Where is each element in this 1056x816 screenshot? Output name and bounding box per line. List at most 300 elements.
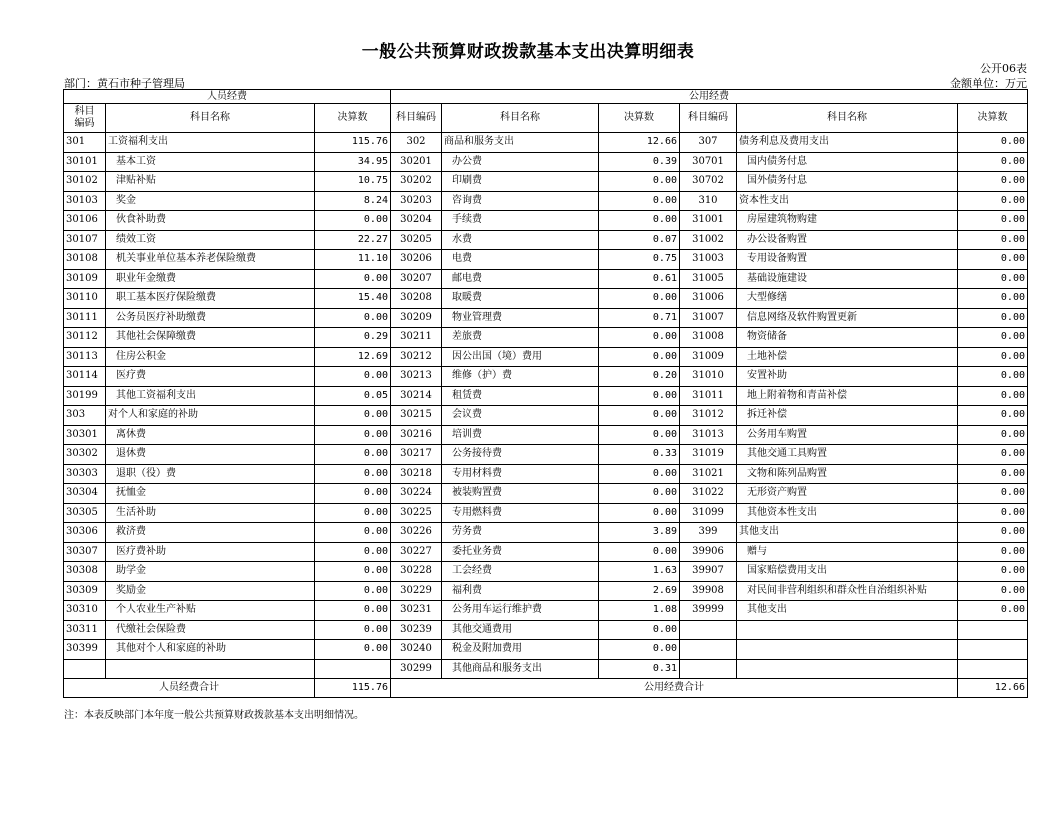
- subject-code: 30202: [391, 172, 442, 192]
- subject-code: 30110: [64, 289, 106, 309]
- subject-name: 办公费: [442, 152, 599, 172]
- personnel-total-label: 人员经费合计: [64, 679, 315, 698]
- subject-code: 31007: [680, 308, 737, 328]
- subject-name: 拆迁补偿: [737, 406, 958, 426]
- amount-value: [958, 620, 1028, 640]
- amount-value: 0.00: [315, 581, 391, 601]
- subject-code: 30301: [64, 425, 106, 445]
- group-header-row: [64, 90, 1028, 104]
- subject-code: 30225: [391, 503, 442, 523]
- subject-code: [680, 659, 737, 679]
- subject-code: 30103: [64, 191, 106, 211]
- subject-code: 30239: [391, 620, 442, 640]
- amount-value: 0.00: [315, 542, 391, 562]
- subject-name: 公务用车运行维护费: [442, 601, 599, 621]
- amount-value: 0.00: [599, 172, 680, 192]
- subject-name: 专用设备购置: [737, 250, 958, 270]
- subject-name: 其他支出: [737, 523, 958, 543]
- amount-value: 0.00: [958, 308, 1028, 328]
- report-title: 一般公共预算财政拨款基本支出决算明细表: [361, 42, 695, 62]
- amount-value: 0.29: [315, 328, 391, 348]
- subject-name: 离休费: [106, 425, 315, 445]
- amount-value: 0.00: [599, 406, 680, 426]
- subject-code: 30211: [391, 328, 442, 348]
- subject-name: 其他资本性支出: [737, 503, 958, 523]
- table-row: [64, 562, 1028, 582]
- subject-name: 国内债务付息: [737, 152, 958, 172]
- subject-code: 30209: [391, 308, 442, 328]
- subject-code: 30212: [391, 347, 442, 367]
- amount-value: 0.00: [958, 211, 1028, 231]
- amount-value: 0.00: [958, 386, 1028, 406]
- table-row: [64, 503, 1028, 523]
- subject-name: 医疗费补助: [106, 542, 315, 562]
- amount-value: 12.66: [599, 133, 680, 153]
- subject-name: 维修（护）费: [442, 367, 599, 387]
- subject-code: 39906: [680, 542, 737, 562]
- subject-code: 31019: [680, 445, 737, 465]
- table-row: [64, 640, 1028, 660]
- amount-value: 0.00: [315, 406, 391, 426]
- table-row: [64, 328, 1028, 348]
- subject-code: 31005: [680, 269, 737, 289]
- table-row: [64, 250, 1028, 270]
- amount-value: 0.00: [315, 464, 391, 484]
- subject-name: 邮电费: [442, 269, 599, 289]
- amount-value: [958, 640, 1028, 660]
- subject-code: 301: [64, 133, 106, 153]
- subject-code: 30303: [64, 464, 106, 484]
- subject-name: 公务接待费: [442, 445, 599, 465]
- amount-value: 0.00: [958, 503, 1028, 523]
- subject-code: 30215: [391, 406, 442, 426]
- amount-value: 0.00: [958, 581, 1028, 601]
- col-header-name: 科目名称: [106, 104, 315, 133]
- subject-name: 资本性支出: [737, 191, 958, 211]
- subject-name: 专用燃料费: [442, 503, 599, 523]
- amount-value: 0.00: [958, 484, 1028, 504]
- subject-name: 其他交通工具购置: [737, 445, 958, 465]
- subject-name: [737, 659, 958, 679]
- subject-name: 物业管理费: [442, 308, 599, 328]
- table-row: [64, 152, 1028, 172]
- subject-name: 办公设备购置: [737, 230, 958, 250]
- subject-code: 30304: [64, 484, 106, 504]
- col-header-amount: 决算数: [958, 104, 1028, 133]
- amount-value: 0.00: [958, 562, 1028, 582]
- amount-value: 0.00: [958, 172, 1028, 192]
- amount-value: 0.00: [599, 289, 680, 309]
- subject-code: 31010: [680, 367, 737, 387]
- amount-value: 0.00: [315, 640, 391, 660]
- amount-value: 11.10: [315, 250, 391, 270]
- subject-name: 救济费: [106, 523, 315, 543]
- subject-code: 31003: [680, 250, 737, 270]
- table-row: [64, 133, 1028, 153]
- subject-code: 30113: [64, 347, 106, 367]
- subject-code: 30306: [64, 523, 106, 543]
- subject-name: 被装购置费: [442, 484, 599, 504]
- subject-name: 对民间非营利组织和群众性自治组织补贴: [737, 581, 958, 601]
- subject-code: 31021: [680, 464, 737, 484]
- subject-name: [106, 659, 315, 679]
- subject-name: 专用材料费: [442, 464, 599, 484]
- table-row: [64, 289, 1028, 309]
- amount-value: 0.00: [315, 445, 391, 465]
- subject-name: 基础设施建设: [737, 269, 958, 289]
- subject-name: 赠与: [737, 542, 958, 562]
- subject-code: 30213: [391, 367, 442, 387]
- totals-row: [64, 679, 1028, 698]
- col-header-code: 科目编码: [64, 104, 106, 133]
- subject-code: 30307: [64, 542, 106, 562]
- subject-name: 职业年金缴费: [106, 269, 315, 289]
- amount-value: 0.00: [958, 347, 1028, 367]
- amount-value: 0.00: [958, 289, 1028, 309]
- amount-value: 0.39: [599, 152, 680, 172]
- amount-value: 0.00: [599, 191, 680, 211]
- subject-name: 其他交通费用: [442, 620, 599, 640]
- col-header-amount: 决算数: [599, 104, 680, 133]
- subject-name: 住房公积金: [106, 347, 315, 367]
- subject-code: 30309: [64, 581, 106, 601]
- amount-value: 0.00: [315, 484, 391, 504]
- amount-value: 0.00: [958, 133, 1028, 153]
- subject-code: 39908: [680, 581, 737, 601]
- subject-name: 差旅费: [442, 328, 599, 348]
- subject-name: 工会经费: [442, 562, 599, 582]
- subject-name: 委托业务费: [442, 542, 599, 562]
- amount-value: 0.00: [958, 230, 1028, 250]
- table-row: [64, 620, 1028, 640]
- subject-name: 房屋建筑物购建: [737, 211, 958, 231]
- subject-name: 文物和陈列品购置: [737, 464, 958, 484]
- subject-code: 31022: [680, 484, 737, 504]
- subject-code: 31013: [680, 425, 737, 445]
- table-row: [64, 347, 1028, 367]
- subject-code: 30207: [391, 269, 442, 289]
- subject-code: 30109: [64, 269, 106, 289]
- public-total-label: 公用经费合计: [391, 679, 958, 698]
- subject-code: 30112: [64, 328, 106, 348]
- amount-value: 0.61: [599, 269, 680, 289]
- subject-name: 物资储备: [737, 328, 958, 348]
- subject-code: 303: [64, 406, 106, 426]
- amount-value: [958, 659, 1028, 679]
- column-header-row: [64, 104, 1028, 133]
- subject-name: 地上附着物和青苗补偿: [737, 386, 958, 406]
- department-label: 部门：黄石市种子管理局: [64, 77, 185, 90]
- subject-code: 307: [680, 133, 737, 153]
- amount-value: 2.69: [599, 581, 680, 601]
- amount-value: 1.08: [599, 601, 680, 621]
- subject-code: 30310: [64, 601, 106, 621]
- subject-code: 310: [680, 191, 737, 211]
- subject-code: 30102: [64, 172, 106, 192]
- col-header-amount: 决算数: [315, 104, 391, 133]
- subject-code: 30218: [391, 464, 442, 484]
- subject-code: 31012: [680, 406, 737, 426]
- subject-name: 无形资产购置: [737, 484, 958, 504]
- subject-name: 公务员医疗补助缴费: [106, 308, 315, 328]
- table-row: [64, 172, 1028, 192]
- amount-value: 34.95: [315, 152, 391, 172]
- amount-value: 0.00: [958, 367, 1028, 387]
- amount-value: 0.75: [599, 250, 680, 270]
- table-row: [64, 211, 1028, 231]
- subject-code: 30702: [680, 172, 737, 192]
- table-row: [64, 445, 1028, 465]
- subject-name: 助学金: [106, 562, 315, 582]
- subject-code: 30701: [680, 152, 737, 172]
- table-row: [64, 601, 1028, 621]
- subject-code: 39907: [680, 562, 737, 582]
- subject-name: 会议费: [442, 406, 599, 426]
- col-header-name: 科目名称: [737, 104, 958, 133]
- table-row: [64, 367, 1028, 387]
- subject-name: 退职（役）费: [106, 464, 315, 484]
- amount-value: 0.00: [958, 425, 1028, 445]
- amount-value: 0.00: [958, 523, 1028, 543]
- amount-value: 0.00: [958, 406, 1028, 426]
- subject-code: 30199: [64, 386, 106, 406]
- subject-code: [680, 640, 737, 660]
- subject-code: 30114: [64, 367, 106, 387]
- subject-name: 生活补助: [106, 503, 315, 523]
- subject-code: 30216: [391, 425, 442, 445]
- amount-value: 0.00: [315, 620, 391, 640]
- subject-code: 30228: [391, 562, 442, 582]
- subject-code: 31006: [680, 289, 737, 309]
- subject-name: 基本工资: [106, 152, 315, 172]
- subject-name: 其他工资福利支出: [106, 386, 315, 406]
- amount-value: 15.40: [315, 289, 391, 309]
- subject-code: 30240: [391, 640, 442, 660]
- subject-name: 劳务费: [442, 523, 599, 543]
- subject-name: 津贴补贴: [106, 172, 315, 192]
- subject-code: 31002: [680, 230, 737, 250]
- subject-name: 绩效工资: [106, 230, 315, 250]
- subject-name: 电费: [442, 250, 599, 270]
- table-row: [64, 386, 1028, 406]
- subject-code: 30106: [64, 211, 106, 231]
- amount-value: 0.00: [599, 328, 680, 348]
- subject-code: 31099: [680, 503, 737, 523]
- subject-code: 31009: [680, 347, 737, 367]
- subject-name: [737, 620, 958, 640]
- subject-name: 债务利息及费用支出: [737, 133, 958, 153]
- amount-value: 0.00: [599, 464, 680, 484]
- personnel-group-header: 人员经费: [64, 90, 391, 104]
- subject-code: 30229: [391, 581, 442, 601]
- amount-value: 8.24: [315, 191, 391, 211]
- subject-code: 30201: [391, 152, 442, 172]
- amount-value: 0.00: [315, 562, 391, 582]
- col-header-code: 科目编码: [680, 104, 737, 133]
- subject-name: 其他社会保障缴费: [106, 328, 315, 348]
- subject-name: 咨询费: [442, 191, 599, 211]
- subject-name: 其他对个人和家庭的补助: [106, 640, 315, 660]
- subject-code: 30227: [391, 542, 442, 562]
- table-row: [64, 484, 1028, 504]
- subject-name: 安置补助: [737, 367, 958, 387]
- amount-unit-label: 金额单位：万元: [950, 77, 1027, 90]
- subject-name: 公务用车购置: [737, 425, 958, 445]
- subject-name: 伙食补助费: [106, 211, 315, 231]
- subject-code: 30204: [391, 211, 442, 231]
- amount-value: 0.00: [315, 367, 391, 387]
- subject-code: 30206: [391, 250, 442, 270]
- amount-value: 0.00: [958, 445, 1028, 465]
- amount-value: 0.00: [958, 601, 1028, 621]
- amount-value: 0.00: [599, 620, 680, 640]
- amount-value: 0.00: [315, 211, 391, 231]
- subject-code: 31008: [680, 328, 737, 348]
- subject-name: [737, 640, 958, 660]
- subject-name: 抚恤金: [106, 484, 315, 504]
- amount-value: 0.00: [958, 542, 1028, 562]
- subject-name: 培训费: [442, 425, 599, 445]
- amount-value: 22.27: [315, 230, 391, 250]
- amount-value: 0.00: [958, 250, 1028, 270]
- subject-code: [680, 620, 737, 640]
- amount-value: 0.00: [958, 152, 1028, 172]
- subject-name: 国外债务付息: [737, 172, 958, 192]
- amount-value: 0.20: [599, 367, 680, 387]
- subject-name: 商品和服务支出: [442, 133, 599, 153]
- form-number: 公开06表: [980, 62, 1027, 75]
- subject-code: 30305: [64, 503, 106, 523]
- amount-value: 0.00: [315, 308, 391, 328]
- amount-value: 0.00: [599, 542, 680, 562]
- subject-name: 手续费: [442, 211, 599, 231]
- subject-name: 代缴社会保险费: [106, 620, 315, 640]
- subject-code: 30111: [64, 308, 106, 328]
- subject-code: 31001: [680, 211, 737, 231]
- public-group-header: 公用经费: [391, 90, 1028, 104]
- subject-name: 奖金: [106, 191, 315, 211]
- table-row: [64, 659, 1028, 679]
- table-row: [64, 269, 1028, 289]
- subject-name: 退休费: [106, 445, 315, 465]
- subject-code: 30108: [64, 250, 106, 270]
- amount-value: 0.31: [599, 659, 680, 679]
- subject-name: 福利费: [442, 581, 599, 601]
- subject-name: 大型修缮: [737, 289, 958, 309]
- amount-value: 0.71: [599, 308, 680, 328]
- amount-value: 0.00: [599, 640, 680, 660]
- col-header-name: 科目名称: [442, 104, 599, 133]
- subject-code: 30299: [391, 659, 442, 679]
- amount-value: 0.00: [599, 484, 680, 504]
- amount-value: 0.00: [958, 269, 1028, 289]
- expenditure-detail-table: [63, 89, 1028, 698]
- amount-value: 0.00: [315, 503, 391, 523]
- amount-value: 0.00: [599, 386, 680, 406]
- subject-name: 印刷费: [442, 172, 599, 192]
- table-row: [64, 464, 1028, 484]
- subject-code: 302: [391, 133, 442, 153]
- subject-name: 国家赔偿费用支出: [737, 562, 958, 582]
- personnel-total-amount: 115.76: [315, 679, 391, 698]
- subject-name: 土地补偿: [737, 347, 958, 367]
- subject-code: 30101: [64, 152, 106, 172]
- amount-value: 1.63: [599, 562, 680, 582]
- subject-name: 其他支出: [737, 601, 958, 621]
- subject-name: 因公出国（境）费用: [442, 347, 599, 367]
- subject-name: 医疗费: [106, 367, 315, 387]
- footnote: 注：本表反映部门本年度一般公共预算财政拨款基本支出明细情况。: [64, 710, 364, 721]
- subject-code: 30205: [391, 230, 442, 250]
- subject-code: 30302: [64, 445, 106, 465]
- amount-value: 10.75: [315, 172, 391, 192]
- subject-name: 信息网络及软件购置更新: [737, 308, 958, 328]
- subject-name: 奖励金: [106, 581, 315, 601]
- subject-code: 399: [680, 523, 737, 543]
- subject-name: 税金及附加费用: [442, 640, 599, 660]
- amount-value: 0.00: [958, 464, 1028, 484]
- subject-code: 30208: [391, 289, 442, 309]
- amount-value: 0.00: [958, 191, 1028, 211]
- subject-code: 30224: [391, 484, 442, 504]
- subject-name: 工资福利支出: [106, 133, 315, 153]
- amount-value: 0.07: [599, 230, 680, 250]
- subject-code: 30226: [391, 523, 442, 543]
- subject-code: 30399: [64, 640, 106, 660]
- table-row: [64, 191, 1028, 211]
- subject-name: 其他商品和服务支出: [442, 659, 599, 679]
- amount-value: [315, 659, 391, 679]
- subject-code: 30214: [391, 386, 442, 406]
- table-row: [64, 542, 1028, 562]
- subject-name: 租赁费: [442, 386, 599, 406]
- subject-code: 30217: [391, 445, 442, 465]
- amount-value: 0.00: [315, 523, 391, 543]
- subject-code: 30311: [64, 620, 106, 640]
- amount-value: 0.00: [958, 328, 1028, 348]
- amount-value: 0.00: [599, 211, 680, 231]
- subject-code: 30203: [391, 191, 442, 211]
- amount-value: 0.33: [599, 445, 680, 465]
- subject-code: 30107: [64, 230, 106, 250]
- amount-value: 0.00: [599, 503, 680, 523]
- table-row: [64, 523, 1028, 543]
- subject-code: 30231: [391, 601, 442, 621]
- amount-value: 115.76: [315, 133, 391, 153]
- amount-value: 0.00: [315, 269, 391, 289]
- table-row: [64, 406, 1028, 426]
- amount-value: 3.89: [599, 523, 680, 543]
- table-row: [64, 308, 1028, 328]
- col-header-code: 科目编码: [391, 104, 442, 133]
- table-row: [64, 230, 1028, 250]
- subject-name: 水费: [442, 230, 599, 250]
- amount-value: 0.00: [315, 601, 391, 621]
- amount-value: 0.00: [599, 425, 680, 445]
- subject-code: 30308: [64, 562, 106, 582]
- amount-value: 0.00: [315, 425, 391, 445]
- subject-name: 机关事业单位基本养老保险缴费: [106, 250, 315, 270]
- amount-value: 0.00: [599, 347, 680, 367]
- amount-value: 12.69: [315, 347, 391, 367]
- public-total-amount: 12.66: [958, 679, 1028, 698]
- subject-name: 职工基本医疗保险缴费: [106, 289, 315, 309]
- amount-value: 0.05: [315, 386, 391, 406]
- table-row: [64, 425, 1028, 445]
- subject-name: 取暖费: [442, 289, 599, 309]
- table-row: [64, 581, 1028, 601]
- subject-code: 31011: [680, 386, 737, 406]
